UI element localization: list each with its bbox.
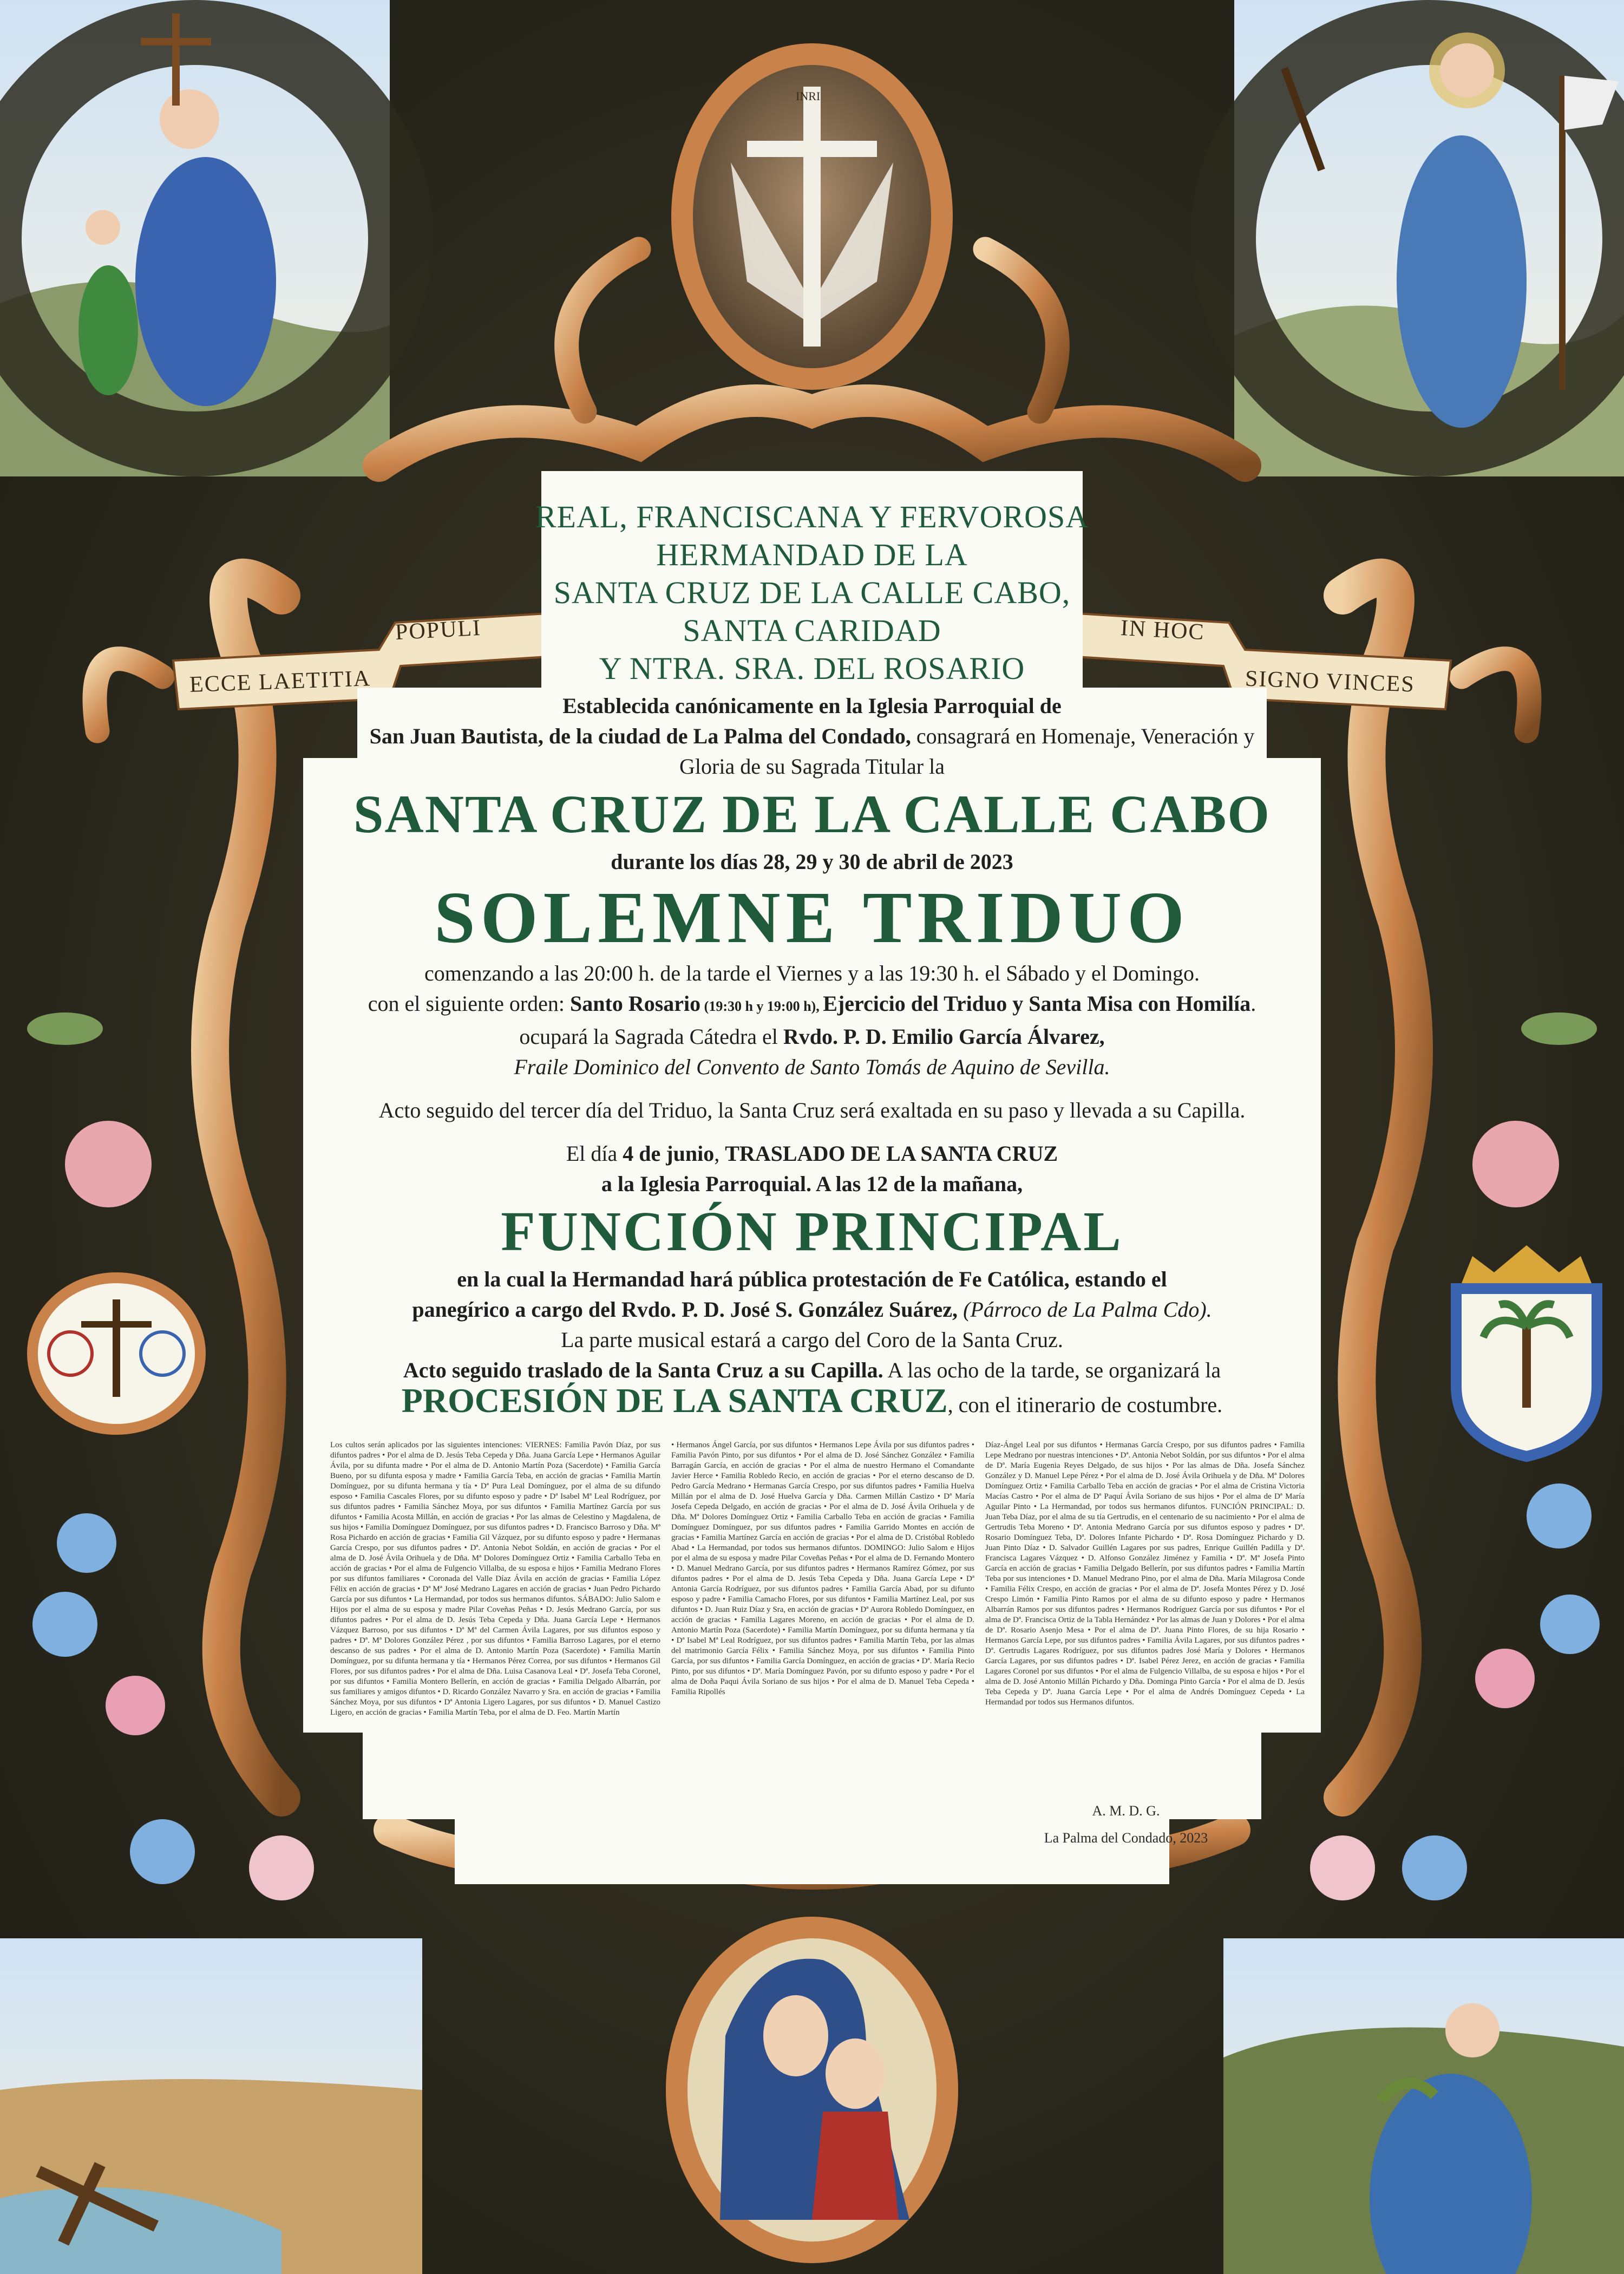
amdg: A. M. D. G. <box>1092 1803 1160 1819</box>
brotherhood-name <box>303 498 1321 688</box>
triduo-line-1: comenzando a las 20:00 h. de la tarde el Viernes y a las 19:30 h. el Sábado y el Domingo. <box>424 961 1200 985</box>
ribbon-text-signo-vinces: SIGNO VINCES <box>1245 666 1416 697</box>
poster-text <box>303 487 1321 1420</box>
intro-line-1: Establecida canónicamente en la Iglesia Parroquial de <box>562 694 1062 718</box>
funcion-line-3: La parte musical estará a cargo del Coro de la Santa Cruz. <box>561 1328 1063 1352</box>
dates-line: durante los días 28, 29 y 30 de abril de 2023 <box>611 850 1013 874</box>
triduo-line-5: Acto seguido del tercer día del Triduo, la Santa Cruz será exaltada en su paso y llevada a su Capilla. <box>378 1098 1246 1122</box>
header-line-2: HERMANDAD DE LA <box>656 537 968 572</box>
funcion-title: FUNCIÓN PRINCIPAL <box>501 1200 1123 1263</box>
triduo-line-2: con el siguiente orden: Santo Rosario (19:30 h y 19:00 h), Ejercicio del Triduo y Santa Misa con Homilía. <box>368 991 1256 1016</box>
intro-line-3: Gloria de su Sagrada Titular la <box>679 754 945 779</box>
intentions-column-2: • Hermanos Ángel García, por sus difuntos • Hermanos Lepe Ávila por sus difuntos padres • Familia Pavón Pinto, por sus difuntos • Por el alma de D. José Sánchez González • Familia Barragán García, en acción de gracias • Por el alma de nuestro Hermano el Comandante Javier Herce • Familia Robledo Recio, en acción de gracias • Por el eterno descanso de D. Pedro García Medrano • Hermanas García Crespo, por sus difuntos padres • Familia Huelva Millán por el alma de D. José Huelva García y Dña. Carmen Millán Castizo • Dª María Josefa Cepeda Delgado, en acción de gracias • Por el alma de D. José Ávila Orihuela y de Dña. Mª Dolores Domínguez Ortiz • Familia Carballo Teba en acción de gracias • Familia Domínguez Domínguez, por sus difuntos padres • Familia Garrido Montes en acción de gracias • Familia Martínez García en acción de gracias • Por el alma de D. Cristóbal Robledo Abad • La Hermandad, por todos sus hermanos difuntos. DOMINGO: Julio Salom e Hijos por el alma de su esposa y madre Pilar Coveñas Peñas • Por el alma de D. Fernando Montero • D. Manuel Medrano García, por sus difuntos padres • Hermanos Ramírez Gómez, por sus difuntos padres • Por el alma de D. Jesús Teba Cepeda y Dña. Juana García Lepe • Dª Antonia García Rodríguez, por sus difuntos padres • Familia García Abad, por su difunto esposo y padre • Familia Camacho Flores, por sus difuntos • Familia Martínez Leal, por sus difuntos • D. Juan Ruiz Díaz y Sra, en acción de gracias • Dª Aurora Robledo Domínguez, en acción de gracias • Familia Lagares Moreno, en acción de gracias • Por el alma de D. Antonio Martín Poza (Sacerdote) • Familia Martín Domínguez, por su difunta hermana y tía • Dª Isabel Mª Leal Rodríguez, por sus difuntos padres • Familia Martín Teba, por las almas del matrimonio García Félix • Familia Sánchez Moya, por sus difuntos • Familia Pinto García, por sus difuntos • Familia García Domínguez, en acción de gracias • Dª. María Recio Pinto, por sus difuntos • Dª. María Domínguez Pavón, por su difunto esposo y padre • Por el alma de Doña Paqui Ávila Soriano de sus hijos • Por el alma de D. Manuel Teba Cepeda • Familia Ripollés <box>671 1441 974 1696</box>
procesion-title: PROCESIÓN DE LA SANTA CRUZ <box>401 1381 948 1420</box>
header-line-4: SANTA CARIDAD <box>683 613 941 648</box>
intentions-column-3: Díaz-Ángel Leal por sus difuntos • Hermanas García Crespo, por sus difuntos padres • Familia Lepe Medrano por nuestras intenciones • Dª. Antonia Nebot Soldán, por sus difuntos • Por el alma de Dª. María Eugenia Reyes Delgado, de sus hijos • Por las almas de Dña. Josefa Sánchez González y D. Manuel Lepe Pérez • Por el alma de D. José Ávila Orihuela y de Dña. Mª Dolores Domínguez Ortiz • Familia Carballo Teba en acción de gracias • Por el alma de Cristina Victoria Macías Castro • Por el alma de Dª Paquí Ávila Soriano de sus hijos • Por el alma de Dª María Aguilar Pinto • La Hermandad, por todos sus hermanos difuntos. FUNCIÓN PRINCIPAL: D. Juan Teba Díaz, por el alma de su tía Gertrudis, en el centenario de su nacimiento • Por el alma de Gertrudis Teba Moreno • Dª. Antonia Medrano García por sus difuntos esposo y padres • Dª. Rosario Domínguez Teba, Dª. Dolores Infante Pichardo • Dª. Rosa Domínguez Pichardo y D. Juan Pinto Díaz • D. Salvador Guillén Lagares por sus padres, Enrique Guillén Padilla y Dª. Francisca Lagares Vázquez • D. Alfonso González Jiménez y Familia • Dª. Mª Josefa Pinto García en acción de gracias • Familia Delgado Bellerín, por sus difuntos padres • Familia Martín Teba por sus intenciones • D. Manuel Medrano Pino, por el alma de Dña. María Milagrosa Conde • Familia Félix Crespo, en acción de gracias • Por el alma de Dª. Josefa Montes Pérez y D. José Crespo Limón • Familia Pinto Ramos por el alma de su difunto esposo y padre • Hermanos Albarrán Ramos por sus difuntos padres • Hermanos Rodríguez García por sus difuntos • Por el alma de Dª. Francisca Ortiz de la Tabla Hernández • Por las almas de Juan y Dolores • Por el alma de Dª. Rosario Asenjo Mesa • Por el alma de Dª. Juana Pinto Flores, de su hija Rosario • Hermanos García Lepe, por sus difuntos padres • Familia Ávila Lagares, por sus difuntos padres • Dª. Gertrudis Lagares Rodríguez, por sus difuntos padres José María y Dolores • Hermanos García Lagares, por sus difuntos padres • Dª. Isabel Pérez Jerez, en acción de gracias • Familia Lagares Coronel por sus difuntos • Por el alma de Fulgencio Villalba, de su esposa e hijos • Por el alma de D. José Antonio Millán Pichardo y Dña. Dominga Pinto García • Por el alma de D. Jesús Teba Cepeda y Dª. Juana García Lepe • Por el alma de Andrés Domínguez Cepeda • La Hermandad por todos sus Hermanos difuntos. <box>985 1441 1305 1707</box>
ribbon-text-populi: POPULI <box>394 615 482 645</box>
triduo-title: SOLEMNE TRIDUO <box>434 877 1190 958</box>
inri-plaque: INRI <box>796 89 821 103</box>
triduo-line-4: Fraile Dominico del Convento de Santo Tomás de Aquino de Sevilla. <box>514 1055 1110 1079</box>
ribbon-text-in-hoc: IN HOC <box>1119 615 1206 645</box>
funcion-line-4: Acto seguido traslado de la Santa Cruz a su Capilla. A las ocho de la tarde, se organizará la <box>403 1358 1221 1382</box>
funcion-line-2: panegírico a cargo del Rvdo. P. D. José S. González Suárez, (Párroco de La Palma Cdo). <box>412 1297 1212 1322</box>
main-title: SANTA CRUZ DE LA CALLE CABO <box>353 784 1271 844</box>
triduo-line-3: ocupará la Sagrada Cátedra el Rvdo. P. D. Emilio García Álvarez, <box>519 1024 1105 1049</box>
header-line-1: REAL, FRANCISCANA Y FERVOROSA <box>535 499 1089 534</box>
intentions-column-1: Los cultos serán aplicados por las siguientes intenciones: VIERNES: Familia Pavón Díaz, por sus difuntos padres • Por el alma de D. Jesús Teba Cepeda y Dña. Juana García Lepe • Hermanos Aguilar Ávila, por su difunta madre • Por el alma de D. Antonio Martín Poza (Sacerdote) • Familia García Bueno, por su difunta esposa y madre • Familia García Teba, en acción de gracias • Familia Martín Domínguez, por su difunta hermana y tía • Dª Pura Leal Domínguez, por el alma de su difundo esposo • Familia Cascales Flores, por su difunto esposo y padre • Dª Isabel Mª Leal Rodríguez, por sus difuntos padres • Familia Sánchez Moya, por sus difuntos • Familia Martínez García por sus difuntos • Familia Acosta Millán, en acción de gracias • Por las almas de Celestino y Magdalena, de sus hijos • Familia Domínguez Domínguez, por sus difuntos padres • D. Francisco Barroso y Dña. Mª Rosa Pichardo en acción de gracias • Familia Gil Vázquez, por su difunto esposo y padre • Hermanas García Crespo, por sus difuntos padres • Dª. Antonia Nebot Soldán, en acción de gracias • Por el alma de D. José Ávila Orihuela y de Dña. Mª Dolores Domínguez Ortiz • Familia Carballo Teba en acción de gracias • Por el alma de Fulgencio Villalba, de su esposa e hijos • Familia Medrano Flores por sus difuntos familiares • Coronada del Valle Díaz Ávila en acción de gracias • Familia López Félix en acción de gracias • Dª Mª José Medrano Lagares en acción de gracias • Juan Pedro Pichardo García por sus difuntos • La Hermandad, por todos sus hermanos difuntos. SÁBADO: Julio Salom e Hijos por el alma de su esposa y madre Pilar Coveñas Peñas • D. Jesús Medrano García, por sus difuntos padres • Por el alma de D. Jesús Teba Cepeda y Dña. Juana García Lepe • Hermanos Vázquez Barroso, por sus difuntos • Dª Mª del Carmen Ávila Lagares, por sus difuntos esposo y padres • Dª. Mª Dolores González Pérez , por sus difuntos • Familia Barroso Lagares, por el eterno descanso de sus padres • Por el alma de D. Antonio Martín Poza (Sacerdote) • Familia Martín Domínguez, por su difunta hermana y tía • Hermanos Pérez Correa, por sus difuntos • Hermanos Gil Flores, por sus difuntos padres • Por el alma de Dña. Luisa Casanova Leal • Dª. Josefa Teba Coronel, por sus difuntos • Familia Montero Bellerín, en acción de gracias • Familia Delgado Albarrán, por sus familiares y amigos difuntos • D. Ricardo González Navarro y Sra. en acción de gracias • Familia Sánchez Moya, por sus difuntos • Dª Antonia Ligero Lagares, por sus difuntos • D. Manuel Castizo Ligero, en acción de gracias • Familia Martín Teba, por el alma de D. Feo. Martín Martín <box>330 1441 660 1717</box>
procesion-line: PROCESIÓN DE LA SANTA CRUZ, con el itinerario de costumbre. <box>401 1381 1223 1420</box>
header-line-5: Y NTRA. SRA. DEL ROSARIO <box>599 651 1025 686</box>
ribbon-text-ecce-laetitia: ECCE LAETITIA <box>189 666 371 697</box>
intro-line-2: San Juan Bautista, de la ciudad de La Palma del Condado, consagrará en Homenaje, Veneración y <box>369 724 1255 748</box>
place-year: La Palma del Condado, 2023 <box>1044 1830 1208 1846</box>
traslado-line-1: El día 4 de junio, TRASLADO DE LA SANTA CRUZ <box>566 1141 1058 1166</box>
header-line-3: SANTA CRUZ DE LA CALLE CABO, <box>553 575 1071 610</box>
funcion-line-1: en la cual la Hermandad hará pública protestación de Fe Católica, estando el <box>457 1267 1167 1291</box>
traslado-line-2: a la Iglesia Parroquial. A las 12 de la mañana, <box>601 1172 1023 1196</box>
